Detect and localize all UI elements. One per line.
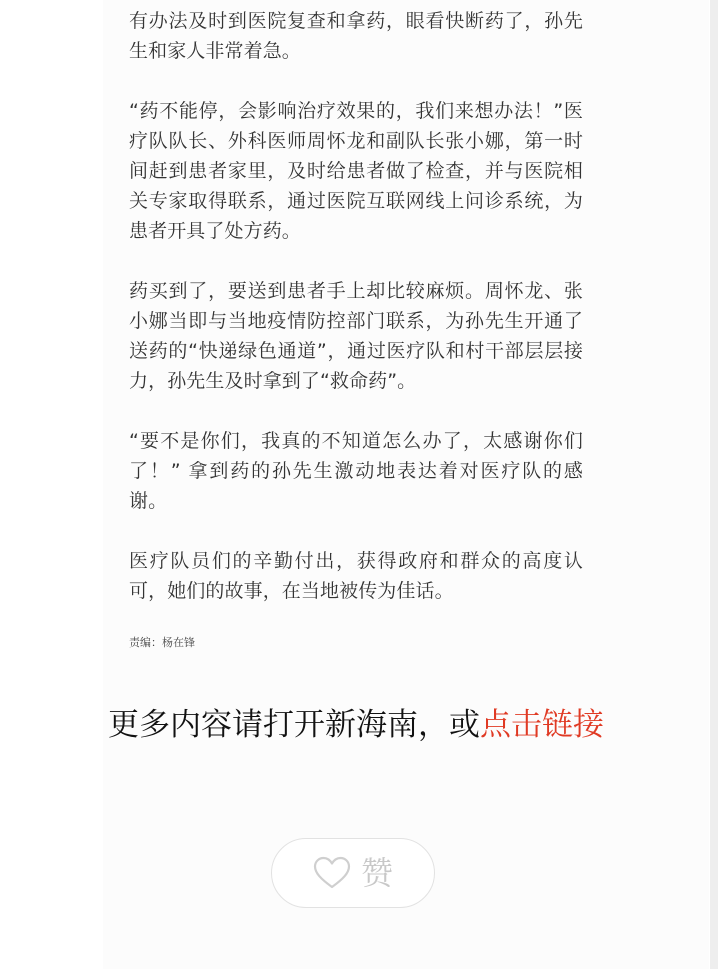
open-link[interactable]: 点击链接 xyxy=(480,707,604,743)
like-button[interactable] xyxy=(271,838,435,908)
scrollbar-track[interactable] xyxy=(710,0,718,969)
open-app-prompt xyxy=(103,702,609,748)
editor-credit: 责编：杨在锋 xyxy=(129,636,195,649)
article-paragraph: “要不是你们，我真的不知道怎么办了，太感谢你们了！” 拿到药的孙先生激动地表达着对医疗队的感谢。 xyxy=(129,430,583,512)
like-label: 赞 xyxy=(360,854,393,892)
article-page xyxy=(103,0,709,969)
article-body xyxy=(129,6,583,636)
article-paragraph: 有办法及时到医院复查和拿药，眼看快断药了，孙先生和家人非常着急。 xyxy=(129,10,583,62)
open-app-text: 更多内容请打开新海南，或 xyxy=(108,707,480,743)
article-paragraph: 医疗队员们的辛勤付出，获得政府和群众的高度认可，她们的故事，在当地被传为佳话。 xyxy=(129,550,583,602)
heart-outline-icon xyxy=(313,856,351,890)
article-paragraph: “药不能停，会影响治疗效果的，我们来想办法！”医疗队队长、外科医师周怀龙和副队长张小娜，第一时间赶到患者家里，及时给患者做了检查，并与医院相关专家取得联系，通过医院互联网线上问诊系统，为患者开具了处方药。 xyxy=(129,100,583,242)
article-paragraph: 药买到了，要送到患者手上却比较麻烦。周怀龙、张小娜当即与当地疫情防控部门联系，为孙先生开通了送药的“快递绿色通道”，通过医疗队和村干部层层接力，孙先生及时拿到了“救命药”。 xyxy=(129,280,583,392)
